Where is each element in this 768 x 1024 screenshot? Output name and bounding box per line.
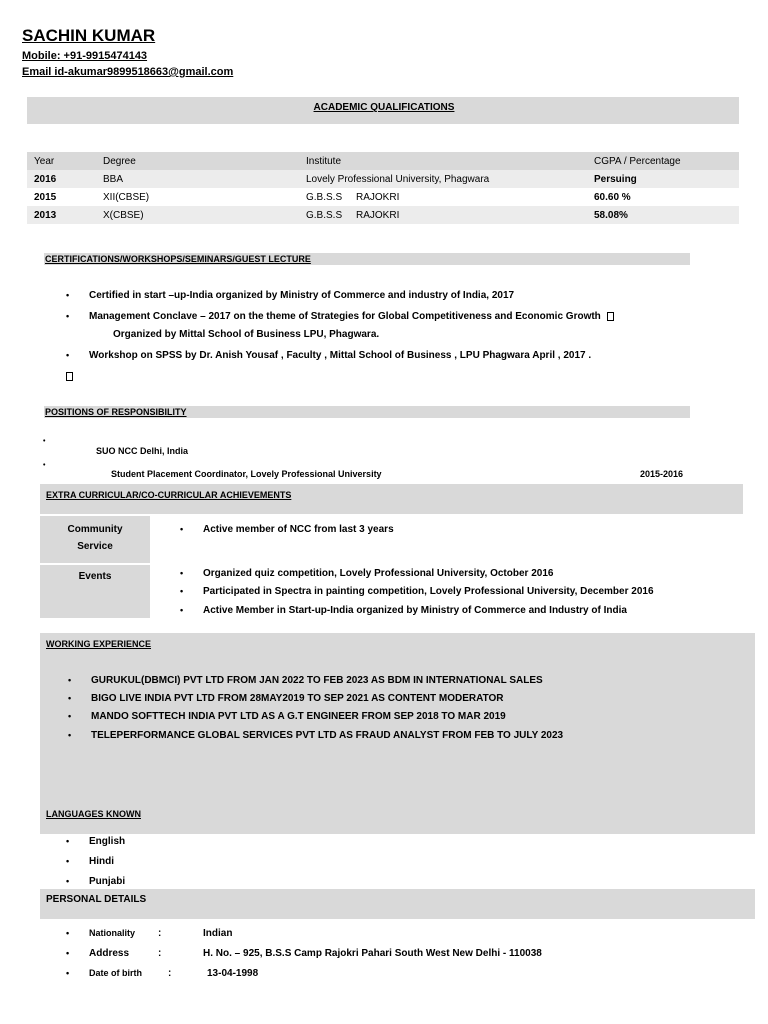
- mobile-number: Mobile: +91-9915474143: [22, 50, 148, 62]
- placeholder-box-icon: [607, 312, 614, 321]
- bullet-icon: •: [180, 568, 184, 578]
- list-item: Active Member in Start-up-India organized by Ministry of Commerce and Industry of India: [203, 605, 627, 616]
- list-item: BIGO LIVE INDIA PVT LTD FROM 28MAY2019 TO SEP 2021 AS CONTENT MODERATOR: [91, 693, 504, 704]
- list-item: SUO NCC Delhi, India: [96, 446, 189, 456]
- list-item: MANDO SOFTTECH INDIA PVT LTD AS A G.T ENGINEER FROM SEP 2018 TO MAR 2019: [91, 711, 506, 722]
- cell-degree: X(CBSE): [103, 210, 144, 221]
- table-row: [27, 206, 739, 224]
- bullet-icon: •: [66, 836, 70, 846]
- cell-year: 2016: [34, 174, 57, 185]
- col-institute: Institute: [306, 156, 342, 167]
- extra-title: EXTRA CURRICULAR/CO-CURRICULAR ACHIEVEMENTS: [46, 490, 292, 500]
- bullet-icon: •: [43, 438, 46, 445]
- positions-title: POSITIONS OF RESPONSIBILITY: [45, 407, 187, 417]
- cell-degree: XII(CBSE): [103, 192, 150, 203]
- personal-title-bar: [40, 889, 755, 919]
- bullet-icon: •: [66, 350, 70, 360]
- separator: :: [158, 928, 162, 939]
- academic-title: ACADEMIC QUALIFICATIONS: [313, 102, 455, 113]
- bullet-icon: •: [180, 586, 184, 596]
- bullet-icon: •: [66, 928, 70, 938]
- academic-table-header: [27, 152, 739, 170]
- bullet-icon: •: [68, 693, 72, 703]
- personal-title: PERSONAL DETAILS: [46, 894, 147, 905]
- list-item-text: Management Conclave – 2017 on the theme of Strategies for Global Competitiveness and Economic Growth: [89, 311, 601, 322]
- community-label-line2: Service: [77, 541, 113, 552]
- list-item: Active member of NCC from last 3 years: [203, 524, 394, 535]
- bullet-icon: •: [180, 524, 184, 534]
- dob-label: Date of birth: [89, 968, 142, 978]
- separator: :: [168, 968, 172, 979]
- bullet-icon: •: [66, 290, 70, 300]
- nationality-value: Indian: [203, 928, 233, 939]
- list-item: [89, 311, 614, 322]
- events-label: Events: [78, 571, 112, 582]
- list-item: English: [89, 836, 126, 847]
- bullet-icon: •: [68, 711, 72, 721]
- list-item-continuation: Organized by Mittal School of Business LPU, Phagwara.: [113, 329, 380, 340]
- dob-value: 13-04-1998: [207, 968, 259, 979]
- cell-institute: G.B.S.S RAJOKRI: [306, 210, 400, 221]
- cell-year: 2015: [34, 192, 57, 203]
- email-address[interactable]: Email id-akumar9899518663@gmail.com: [22, 66, 234, 78]
- list-item: Punjabi: [89, 876, 126, 887]
- list-item: TELEPERFORMANCE GLOBAL SERVICES PVT LTD AS FRAUD ANALYST FROM FEB TO JULY 2023: [91, 730, 564, 741]
- certifications-title: CERTIFICATIONS/WORKSHOPS/SEMINARS/GUEST LECTURE: [45, 254, 311, 264]
- community-label-line1: Community: [67, 524, 123, 535]
- list-item: Hindi: [89, 856, 114, 867]
- bullet-icon: •: [66, 968, 70, 978]
- bullet-icon: •: [68, 675, 72, 685]
- bullet-icon: •: [66, 876, 70, 886]
- col-degree: Degree: [103, 156, 136, 167]
- cell-institute: G.B.S.S RAJOKRI: [306, 192, 400, 203]
- list-item: Certified in start –up-India organized by Ministry of Commerce and industry of India, 2017: [89, 290, 515, 301]
- position-period: 2015-2016: [640, 469, 684, 479]
- cell-cgpa: Persuing: [594, 174, 637, 185]
- table-row: [27, 188, 739, 206]
- bullet-icon: •: [66, 311, 70, 321]
- cell-degree: BBA: [103, 174, 124, 185]
- list-item: GURUKUL(DBMCI) PVT LTD FROM JAN 2022 TO FEB 2023 AS BDM IN INTERNATIONAL SALES: [91, 675, 543, 686]
- address-label: Address: [89, 948, 130, 959]
- col-cgpa: CGPA / Percentage: [594, 156, 681, 167]
- cell-institute: Lovely Professional University, Phagwara: [306, 174, 490, 185]
- list-item: Organized quiz competition, Lovely Professional University, October 2016: [203, 568, 554, 579]
- separator: :: [158, 948, 162, 959]
- candidate-name: SACHIN KUMAR: [22, 26, 156, 45]
- languages-title-bar: [40, 804, 755, 834]
- col-year: Year: [34, 156, 55, 167]
- languages-title: LANGUAGES KNOWN: [46, 809, 141, 819]
- bullet-icon: •: [66, 948, 70, 958]
- bullet-icon: •: [43, 462, 46, 469]
- list-item: Participated in Spectra in painting competition, Lovely Professional University, December 2016: [203, 586, 654, 597]
- bullet-icon: •: [68, 730, 72, 740]
- placeholder-box-icon: [66, 372, 73, 381]
- address-value: H. No. – 925, B.S.S Camp Rajokri Pahari South West New Delhi - 110038: [203, 948, 542, 959]
- list-item: Student Placement Coordinator, Lovely Professional University: [111, 469, 382, 479]
- list-item: Workshop on SPSS by Dr. Anish Yousaf , Faculty , Mittal School of Business , LPU Phagwara April , 2017 .: [89, 350, 592, 361]
- bullet-icon: •: [180, 605, 184, 615]
- community-label: [40, 521, 150, 555]
- work-title: WORKING EXPERIENCE: [46, 639, 152, 649]
- bullet-icon: •: [66, 856, 70, 866]
- table-row: [27, 170, 739, 188]
- cell-cgpa: 58.08%: [594, 210, 628, 221]
- nationality-label: Nationality: [89, 928, 136, 938]
- cell-year: 2013: [34, 210, 57, 221]
- cell-cgpa: 60.60 %: [594, 192, 631, 203]
